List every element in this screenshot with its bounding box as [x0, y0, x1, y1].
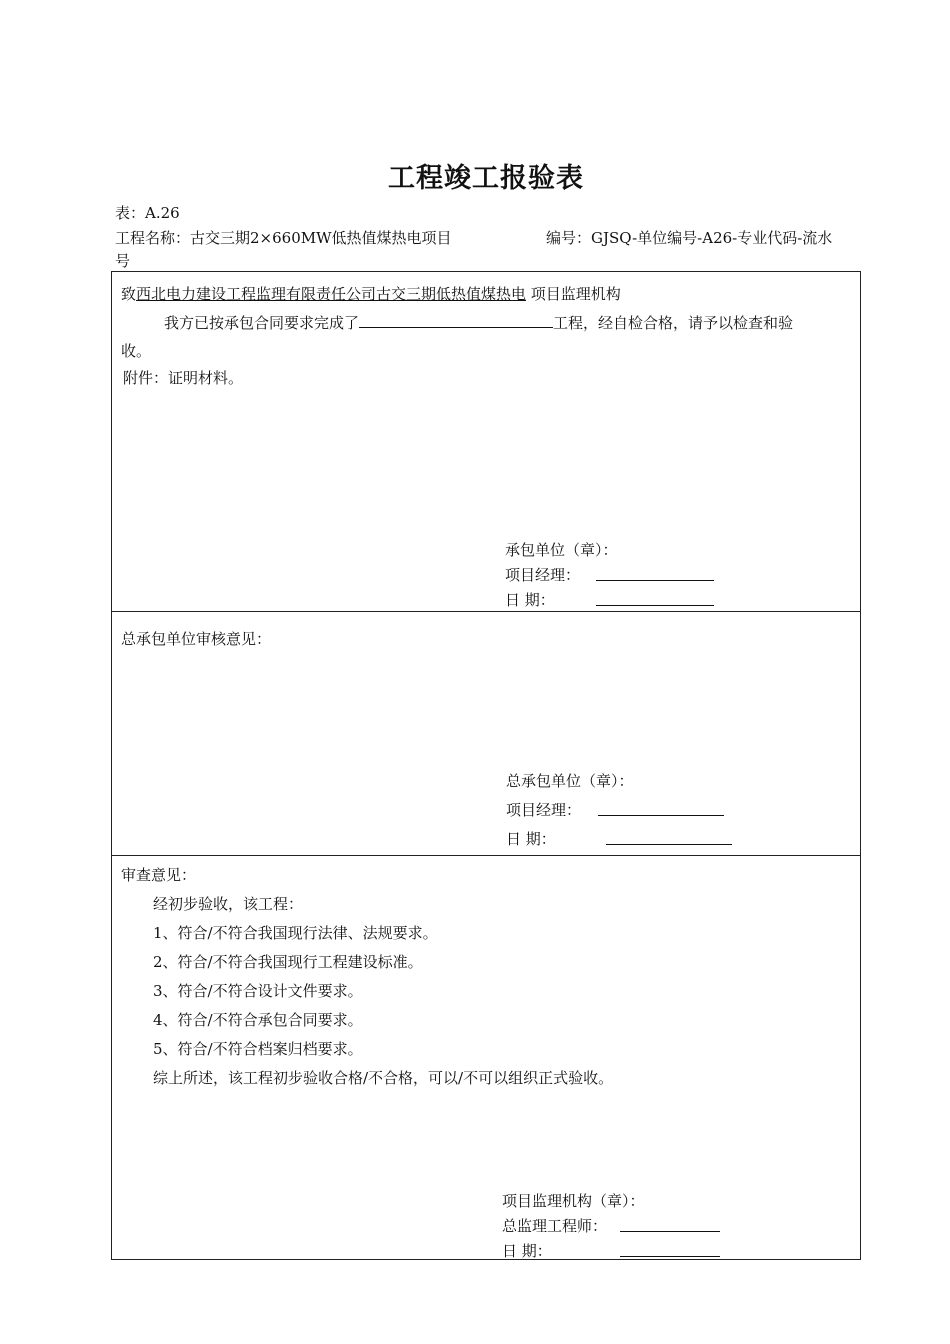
addressee-prefix: 致: [121, 285, 137, 303]
serial-number: 编号：GJSQ-单位编号-A26-专业代码-流水: [546, 229, 833, 247]
project-manager-row: [505, 564, 580, 585]
review-item: 5、符合/不符合档案归档要求。: [153, 1040, 363, 1058]
review-item: 2、符合/不符合我国现行工程建设标准。: [153, 953, 423, 971]
gc-manager-signature-field[interactable]: [598, 801, 724, 816]
completion-statement: [164, 312, 793, 333]
statement-wrap: 收。: [121, 342, 152, 360]
gc-date-field[interactable]: [606, 830, 732, 845]
addressee-org: 西北电力建设工程监理有限责任公司古交三期低热值煤热电: [136, 285, 527, 303]
review-intro: 经初步验收，该工程：: [153, 895, 304, 913]
date-label: 日 期：: [505, 591, 555, 609]
gc-date-label: 日 期：: [506, 830, 556, 848]
general-contractor-section: [111, 611, 861, 856]
page-title: 工程竣工报验表: [388, 163, 584, 194]
statement-part1: 我方已按承包合同要求完成了: [164, 314, 360, 332]
addressee-suffix: 项目监理机构: [526, 285, 621, 303]
contractor-section: [111, 271, 861, 612]
addressee-line: [121, 283, 621, 304]
review-date-field[interactable]: [620, 1242, 720, 1257]
chief-engineer-label: 总监理工程师：: [502, 1217, 608, 1235]
gc-manager-label: 项目经理：: [506, 801, 582, 819]
review-item: 3、符合/不符合设计文件要求。: [153, 982, 363, 1000]
serial-number-wrap: 号: [115, 252, 131, 270]
chief-engineer-signature-field[interactable]: [620, 1217, 720, 1232]
review-item: 4、符合/不符合承包合同要求。: [153, 1011, 363, 1029]
project-manager-signature-field[interactable]: [596, 566, 714, 581]
general-contractor-heading: 总承包单位审核意见：: [121, 630, 272, 648]
form-number: 表：A.26: [115, 204, 180, 222]
project-blank-field[interactable]: [359, 313, 553, 328]
review-section: [111, 855, 861, 1260]
review-item: 1、符合/不符合我国现行法律、法规要求。: [153, 924, 438, 942]
contractor-seal-label: 承包单位（章）：: [505, 541, 618, 559]
attachment-note: 附件：证明材料。: [123, 369, 244, 387]
review-heading: 审查意见：: [121, 866, 197, 884]
supervision-org-seal-label: 项目监理机构（章）：: [502, 1192, 645, 1210]
project-name: 工程名称：古交三期2×660MW低热值煤热电项目: [115, 229, 452, 247]
project-manager-label: 项目经理：: [505, 566, 581, 584]
date-field[interactable]: [596, 591, 714, 606]
review-date-label: 日 期：: [502, 1242, 552, 1260]
statement-part2: 工程，经自检合格，请予以检查和验: [553, 314, 794, 332]
review-conclusion: 综上所述，该工程初步验收合格/不合格，可以/不可以组织正式验收。: [153, 1069, 614, 1087]
general-contractor-seal-label: 总承包单位（章）：: [506, 772, 634, 790]
